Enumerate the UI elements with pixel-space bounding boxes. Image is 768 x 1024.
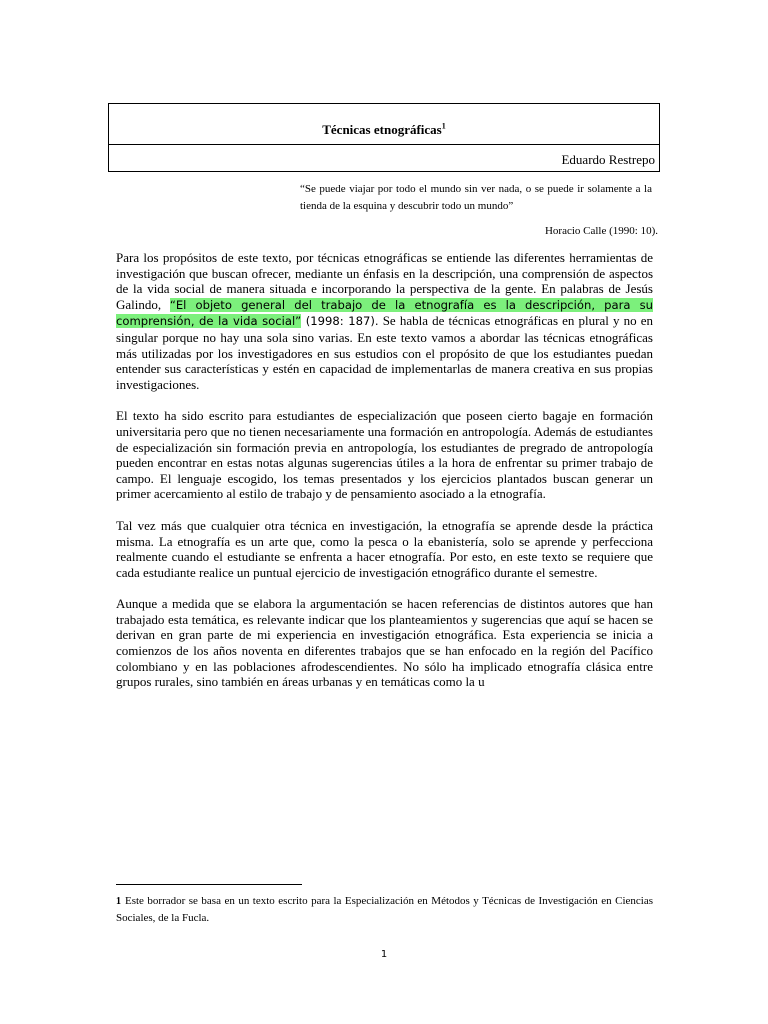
title-box (108, 103, 660, 172)
document-title: Técnicas etnográficas$^1$ (322, 121, 446, 137)
author-name: Eduardo Restrepo (561, 152, 655, 167)
epigraph-source: Horacio Calle (1990: 10). (544, 225, 658, 237)
title-footnote-marker[interactable]: 1 (441, 121, 446, 131)
footnote (116, 893, 653, 927)
paragraph-1-end: Se habla de técnicas etnográficas en plural y no en singular porque no hay una sola sino varias. En este texto vamos a abordar las técnicas etnográficas más utilizadas por los investigadores en sus estudios con el propósito de que los estudiantes puedan entender sus características y estén en capacidad de implementarlas de manera creativa en sus propias investigaciones. (116, 313, 653, 392)
epigraph-quote: “Se puede viajar por todo el mundo sin ver nada, o se puede ir solamente a la tienda de la esquina y descubrir todo un mundo” (300, 183, 652, 212)
footnote-text: Este borrador se basa en un texto escrito para la Especialización en Métodos y Técnicas de Investigación en Ciencias Sociales, de la Fucla. (116, 895, 653, 924)
quote-citation: (1998: 187). (301, 314, 379, 329)
paragraph-2: El texto ha sido escrito para estudiantes de especialización que poseen cierto bagaje en formación universitaria pero que no tienen necesariamente una formación en antropología. Además de estudiantes de especialización sin formación previa en antropología, los estudiantes de pregrado de antropología pueden encontrar en estas notas algunas sugerencias útiles a la hora de enfrentar su primer trabajo de campo. El lenguaje escogido, los temas presentados y los ejercicios plantados buscan generar un primer acercamiento al estilo de trabajo y de pensamiento asociado a la etnografía. (116, 408, 653, 502)
title-divider (109, 144, 659, 145)
page-number: 1 (380, 949, 388, 960)
paragraph-4: Aunque a medida que se elabora la argumentación se hacen referencias de distintos autores que han trabajado esta temática, es relevante indicar que los planteamientos y sugerencias que aquí se hacen se derivan en gran parte de mi experiencia en investigación etnográfica. Esta experiencia se inicia a comienzos de los años noventa en diferentes trabajos que se han enfocado en la región del Pacífico colombiano y en las poblaciones afrodescendientes. No sólo ha implicado etnografía clásica entre grupos rurales, sino también en áreas urbanas y en temáticas como la u (116, 596, 653, 690)
paragraph-3: Tal vez más que cualquier otra técnica en investigación, la etnografía se aprende desde la práctica misma. La etnografía es un arte que, como la pesca o la ebanistería, solo se aprende y perfecciona realmente cuando el estudiante se enfrenta a hacer etnografía. Por esto, en este texto se requiere que cada estudiante realice un puntual ejercicio de investigación etnográfico durante el semestre. (116, 517, 653, 580)
body-text (116, 250, 653, 706)
paragraph-1-start: Para los propósitos de este texto, por técnicas etnográficas se entiende las diferentes herramientas de investigación que buscan ofrecer, mediante un énfasis en la descripción, una comprensión de aspectos de la vida social de manera situada e incorporando la perspectiva de la gente. En palabras de Jesús Galindo, (116, 250, 653, 312)
highlighted-quote: “El objeto general del trabajo de la etnografía es la descripción, para su comprensión, de la vida social” (116, 297, 653, 329)
footnote-marker: 1 (116, 896, 121, 907)
paragraph-1 (116, 250, 653, 392)
footnote-divider (116, 884, 302, 885)
